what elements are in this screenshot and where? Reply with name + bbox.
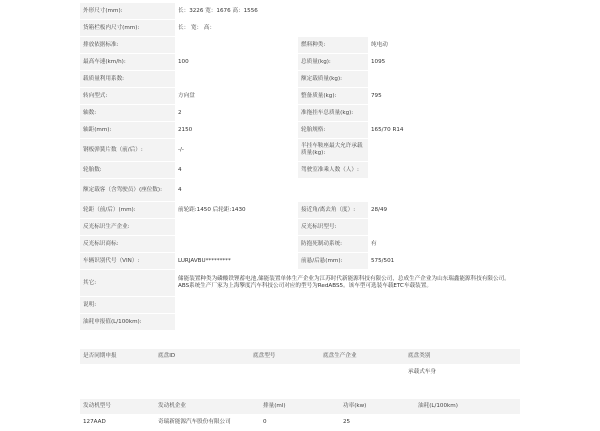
label-front-rear-overhang: 前悬/后悬(mm): <box>298 253 368 270</box>
engine-model-value: 127AAD <box>80 415 155 431</box>
label-reflector-maker: 反光标识生产企业: <box>80 219 175 236</box>
table-row <box>80 270 520 297</box>
table-row <box>80 162 520 179</box>
table-row <box>80 139 520 162</box>
table-row <box>80 349 520 365</box>
chassis-header-category: 底盘类别 <box>405 349 520 365</box>
label-track: 轮距（前/后）(mm): <box>80 202 175 219</box>
table-row <box>80 297 520 314</box>
label-remarks: 其它: <box>80 270 175 297</box>
label-approach-departure: 接近角/离去角（度）: <box>298 202 368 219</box>
value-tire-count: 4 <box>175 162 298 179</box>
label-fuel-consumption: 油耗申报值(L/100km): <box>80 314 175 331</box>
value-front-rear-overhang: 575/501 <box>368 253 520 270</box>
table-row <box>80 399 520 415</box>
table-row <box>80 179 520 202</box>
label-cargo-dimensions: 货箱栏板内尺寸(mm): <box>80 20 175 37</box>
engine-power-value: 25 <box>340 415 415 431</box>
label-notes: 说明: <box>80 297 175 314</box>
table-row <box>80 202 520 219</box>
label-trailer-mass: 准拖挂车总质量(kg): <box>298 105 368 122</box>
label-axles: 轴数: <box>80 105 175 122</box>
label-emission-standard: 排放依据标准: <box>80 37 175 54</box>
engine-header-company: 发动机企业 <box>155 399 260 415</box>
value-rated-load <box>368 71 520 88</box>
chassis-table <box>80 349 520 381</box>
value-remarks: 储能装置种类为磷酸铁锂蓄电池,储能装置单体生产企业为江苏时代新能源科技有限公司，总成生产企业为山东瑞鑫能源科技有限公司。ABS系统生产厂家为上海擎度汽车科技公司对应的型号为RedABS5。该车型可选装车载ETC车载装置。 <box>175 270 520 297</box>
label-utilization-coefficient: 载质量利用系数: <box>80 71 175 88</box>
value-utilization-coefficient <box>175 71 298 88</box>
chassis-header-manufacturer: 底盘生产企业 <box>320 349 405 365</box>
label-wheelbase: 轴距(mm): <box>80 122 175 139</box>
value-approach-departure: 28/49 <box>368 202 520 219</box>
chassis-category-value: 承载式车身 <box>405 365 520 381</box>
table-row <box>80 88 520 105</box>
value-reflector-maker <box>175 219 298 236</box>
label-tire-spec: 轮胎规格: <box>298 122 368 139</box>
label-cab-passengers: 驾驶室准乘人数（人）: <box>298 162 368 179</box>
label-saddle-load: 半挂车鞍座最大允许承载质量(kg): <box>298 139 368 162</box>
table-row <box>80 253 520 270</box>
table-row <box>80 20 520 37</box>
label-tire-count: 轮胎数: <box>80 162 175 179</box>
value-fuel-consumption <box>175 314 520 331</box>
value-vin: LURJAVBU********* <box>175 253 298 270</box>
label-fuel-type: 燃料种类: <box>298 37 368 54</box>
chassis-header-model: 底盘型号 <box>250 349 320 365</box>
value-emission-standard <box>175 37 298 54</box>
table-row <box>80 71 520 88</box>
table-row <box>80 415 520 431</box>
engine-table <box>80 399 520 431</box>
value-tire-spec: 165/70 R14 <box>368 122 520 139</box>
label-reflector-model: 反光标识型号: <box>298 219 368 236</box>
table-row <box>80 37 520 54</box>
table-row <box>80 219 520 236</box>
table-row <box>80 54 520 71</box>
label-reflector-brand: 反光标识商标: <box>80 236 175 253</box>
value-axles: 2 <box>175 105 298 122</box>
table-row <box>80 236 520 253</box>
table-row <box>80 365 520 381</box>
engine-header-fuel: 油耗(L/100km) <box>415 399 520 415</box>
value-dimensions: 长：3226 宽：1676 高：1556 <box>175 3 520 20</box>
label-rated-passengers: 额定载客（含驾驶员）(座位数): <box>80 179 175 202</box>
value-wheelbase: 2150 <box>175 122 298 139</box>
engine-displacement-value: 0 <box>260 415 340 431</box>
label-dimensions: 外形尺寸(mm): <box>80 3 175 20</box>
label-leaf-springs: 钢板弹簧片数（前/后）: <box>80 139 175 162</box>
chassis-header-id: 底盘ID <box>155 349 250 365</box>
value-reflector-model <box>368 219 520 236</box>
label-steering: 转向型式: <box>80 88 175 105</box>
table-row <box>80 105 520 122</box>
value-trailer-mass <box>368 105 520 122</box>
chassis-header-same-declaration: 是否同期申报 <box>80 349 155 365</box>
table-row <box>80 3 520 20</box>
value-fuel-type: 纯电动 <box>368 37 520 54</box>
value-curb-mass: 795 <box>368 88 520 105</box>
table-row <box>80 122 520 139</box>
label-vin: 车辆识别代号（VIN）: <box>80 253 175 270</box>
value-saddle-load <box>368 139 520 162</box>
label-curb-mass: 整备质量(kg): <box>298 88 368 105</box>
value-max-speed: 100 <box>175 54 298 71</box>
table-row <box>80 314 520 331</box>
label-gross-mass: 总质量(kg): <box>298 54 368 71</box>
engine-header-power: 功率(kw) <box>340 399 415 415</box>
value-rated-passengers: 4 <box>175 179 298 202</box>
vehicle-spec-table <box>80 3 520 331</box>
spec-frame <box>80 3 520 431</box>
engine-company-value: 奇瑞新能源汽车股份有限公司 <box>155 415 260 431</box>
value-reflector-brand <box>175 236 298 253</box>
value-abs: 有 <box>368 236 520 253</box>
label-max-speed: 最高车速(km/h): <box>80 54 175 71</box>
value-leaf-springs: -/- <box>175 139 298 162</box>
label-rated-load: 额定载质量(kg): <box>298 71 368 88</box>
value-track: 前轮距:1450 后轮距:1430 <box>175 202 298 219</box>
value-notes <box>175 297 520 314</box>
value-cargo-dimensions: 长： 宽： 高： <box>175 20 520 37</box>
value-gross-mass: 1095 <box>368 54 520 71</box>
label-abs: 防抱死制动系统: <box>298 236 368 253</box>
value-steering: 方向盘 <box>175 88 298 105</box>
engine-header-model: 发动机型号 <box>80 399 155 415</box>
engine-header-displacement: 排量(ml) <box>260 399 340 415</box>
value-cab-passengers <box>368 162 520 179</box>
